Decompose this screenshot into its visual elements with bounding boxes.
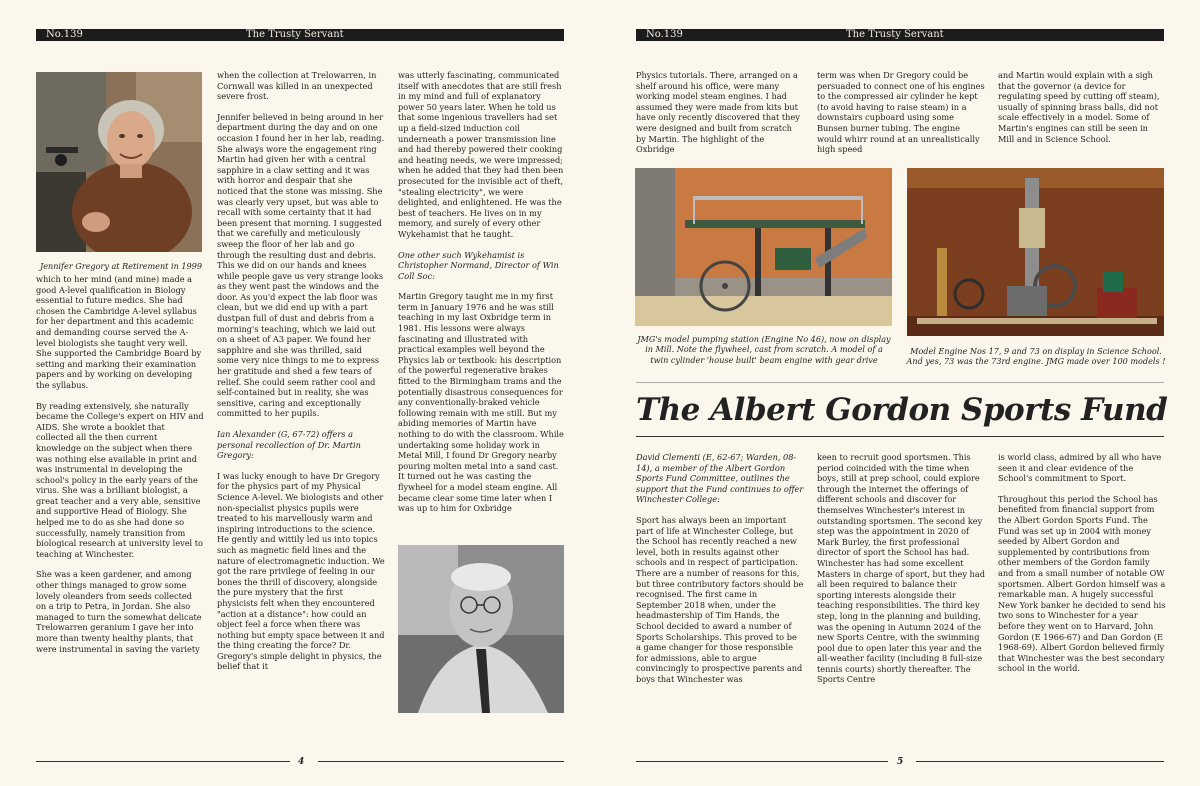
photo-caption: JMG's model pumping station (Engine No 46), now on display in Mill. Note the flywheel, cast from scratch. A model of a twin cylinder 'house built' beam engine with gear drive [637, 334, 891, 365]
contributor-intro: One other such Wykehamist is Christopher Normand, Director of Win Coll Soc: [398, 249, 559, 281]
running-header [636, 29, 1164, 41]
right-top-column-1 [636, 70, 804, 165]
right-top-column-3 [998, 70, 1166, 154]
left-column-1 [36, 274, 204, 664]
issue-number: No.139 [646, 29, 683, 40]
photo-pumping-station-model [635, 168, 892, 326]
article-title: The Albert Gordon Sports Fund [636, 392, 1168, 428]
page-number: 5 [897, 757, 904, 767]
article-column-3 [998, 452, 1166, 684]
footer-rule [318, 761, 564, 762]
article-column-2 [817, 452, 985, 695]
paragraph: I was lucky enough to have Dr Gregory for the physics part of my Physical Science A-level. We biologists and other non-specialist physics pupils were treated to his marvellously warm and inspiring introductions to the science. He gently and wittily led us into topics such as magnetic field lines and the nature of electromagnetic induction. We got the rare privilege of feeling in our bones the thrill of discovery, alongside the pure mystery that the first physicists felt when they encountered "action at a distance": how could an object feel a force when there was nothing but empty space between it and the thing creating the force? Dr. Gregory's simple delight in physics, the belief that it [217, 470, 385, 672]
issue-number: No.139 [46, 29, 83, 40]
photo-model-engines [907, 168, 1164, 336]
paragraph: Throughout this period the School has benefited from financial support from the Albert Gordon Sports Fund. The Fund was set up in 2004 with money seeded by Albert Gordon and supplemented by contributions from other members of the Gordon family and from a small number of notable OW sportsmen. Albert Gordon himself was a remarkable man. A hugely successful New York banker he decided to send his two sons to Winchester for a year before they went on to Harvard, John Gordon (E 1966-67) and Dan Gordon (E 1968-69). Albert Gordon believed firmly that Winchester was the best secondary school in the world. [998, 493, 1166, 674]
paragraph: By reading extensively, she naturally became the College's expert on HIV and AIDS. She wrote a booklet that collected all the then current knowledge on the subject when there was nothing else available in print and was instrumental in developing the school's policy in the early years of the virus. She was a brilliant biologist, a great teacher and a very able, sensitive and supportive Head of Biology. She helped me to do as she had done so successfully, namely transition from biological research at university level to teaching at Winchester. [36, 400, 204, 559]
paragraph: Sport has always been an important part of life at Winchester College, but the School has recently reached a new level, both in results against other schools and in respect of participation. There are a number of reasons for this, but three contributory factors should be recognised. The first came in September 2018 when, under the headmastership of Tim Hands, the School decided to award a number of Sports Scholarships. This proved to be a game changer for those responsible for admissions, able to argue convincingly to prospective parents and boys that Winchester was [636, 514, 804, 684]
page-number: 4 [298, 757, 305, 767]
contributor-intro: Ian Alexander (G, 67-72) offers a personal recollection of Dr. Martin Gregory: [217, 429, 361, 461]
photo-martin-gregory [398, 545, 564, 713]
paragraph: and Martin would explain with a sigh that the governor (a device for regulating speed by cutting off steam), usually of spinning brass balls, did not scale effectively in a model. Some of Martin's engines can still be seen in Mill and in Science School. [998, 70, 1160, 144]
paragraph: was utterly fascinating, communicated itself with anecdotes that are still fresh in my mind and full of explanatory power 50 years later. When he told us that some ingenious travellers had set up a field-sized induction coil underneath a power transmission line and had thereby powered their cooking and heating needs, we were impressed; when he added that they had then been prosecuted for the invisible act of theft, "stealing electricity", we were delighted, and enlightened. He was the best of teachers. He lives on in my memory, and surely of every other Wykehamist that he taught. [398, 70, 564, 239]
paragraph: keen to recruit good sportsmen. This period coincided with the time when boys, still at prep school, could explore through the internet the offerings of different schools and discover for themselves Winchester's interest in outstanding sportsmen. The second key step was the appointment in 2020 of Mark Burley, the first professional director of sport the School has had. Winchester has had some excellent Masters in charge of sport, but they had all been required to balance their sporting interests alongside their teaching responsibilities. The third key step, long in the planning and building, was the opening in Autumn 2024 of the new Sports Centre, with the swimming pool due to open later this year and the all-weather facility (including 8 full-size tennis courts) shortly thereafter. The Sports Centre [817, 452, 985, 685]
footer-rule [636, 761, 888, 762]
photo-jennifer-gregory [36, 72, 202, 252]
article-column-1 [636, 452, 804, 694]
running-header [36, 29, 564, 41]
title-rule [636, 436, 1164, 437]
footer-rule [36, 761, 290, 762]
footer-rule [916, 761, 1164, 762]
paragraph: is world class, admired by all who have seen it and clear evidence of the School's commitment to Sport. [998, 452, 1162, 484]
right-top-column-2 [817, 70, 985, 165]
section-divider [636, 382, 1164, 383]
photo-caption: Model Engine Nos 17, 9 and 73 on display in Science School. And yes, 73 was the 73rd engine. JMG made over 100 models ! [906, 346, 1166, 367]
paragraph: She was a keen gardener, and among other things managed to grow some lovely oleanders from seeds collected on a trip to Petra, in Jordan. She also managed to turn the somewhat delicate Trelowarren geranium I gave her into more than twenty healthy plants, that were instrumental in saving the variety [36, 569, 202, 654]
paragraph: Physics tutorials. There, arranged on a shelf around his office, were many working model steam engines. I had assumed they were made from kits but have only recently discovered that they were designed and built from scratch by Martin. The highlight of the Oxbridge [636, 70, 800, 155]
magazine-title: The Trusty Servant [246, 29, 344, 40]
left-column-3 [398, 70, 566, 524]
photo-caption: Jennifer Gregory at Retirement in 1999 [40, 261, 202, 271]
paragraph: when the collection at Trelowarren, in Cornwall was killed in an unexpected severe frost. [217, 70, 377, 102]
paragraph: term was when Dr Gregory could be persuaded to connect one of his engines to the compressed air cylinder he kept (to avoid having to raise steam) in a downstairs cupboard using some Bunsen burner tubing. The engine would whirr round at an unrealistically high speed [817, 70, 985, 155]
paragraph: Jennifer believed in being around in her department during the day and on one occasion I found her in her lab, reading. She always wore the engagement ring Martin had given her with a central sapphire in a claw setting and it was with horror and despair that she noticed that the stone was missing. She was clearly very upset, but was able to recall with some certainty that it had been present that morning. I suggested that we carefully and meticulously sweep the floor of her lab and go through the resulting dust and debris. This we did on our hands and knees while people gave us very strange looks as they went past the windows and the door. As you'd expect the lab floor was clean, but we did end up with a part dustpan full of dust and debris from a morning's teaching, which we laid out on a sheet of A3 paper. We found her sapphire and she was thrilled, said some very nice things to me to express her gratitude and shed a few tears of relief. She could seem rather cool and self-contained but in reality, she was sensitive, caring and exceptionally committed to her pupils. [217, 111, 385, 419]
article-intro: David Clementi (E, 62-67; Warden, 08-14), a member of the Albert Gordon Sports Fund Committee, outlines the support that the Fund continues to offer Winchester College: [636, 452, 804, 505]
paragraph: Martin Gregory taught me in my first term in January 1976 and he was still teaching in my last Oxbridge term in 1981. His lessons were always fascinating and illustrated with practical examples well beyond the Physics lab or textbook: his description of the powerful regenerative brakes fitted to the Birmingham trams and the potentially disastrous consequences for any conventionally-braked vehicle following remain with me still. But my abiding memories of Martin have nothing to do with the classroom. While undertaking some holiday work in Metal Mill, I found Dr Gregory nearby pouring molten metal into a sand cast. It turned out he was casting the flywheel for a model steam engine. All became clear some time later when I was up to him for Oxbridge [398, 291, 564, 514]
paragraph: which to her mind (and mine) made a good A-level qualification in Biology essential to future medics. She had chosen the Cambridge A-level syllabus for her department and this academic and demanding course served the A-level biologists she taught very well. She supported the Cambridge Board by setting and marking their examination papers and by working on developing the syllabus. [36, 274, 202, 390]
left-column-2 [217, 70, 385, 682]
magazine-title: The Trusty Servant [846, 29, 944, 40]
